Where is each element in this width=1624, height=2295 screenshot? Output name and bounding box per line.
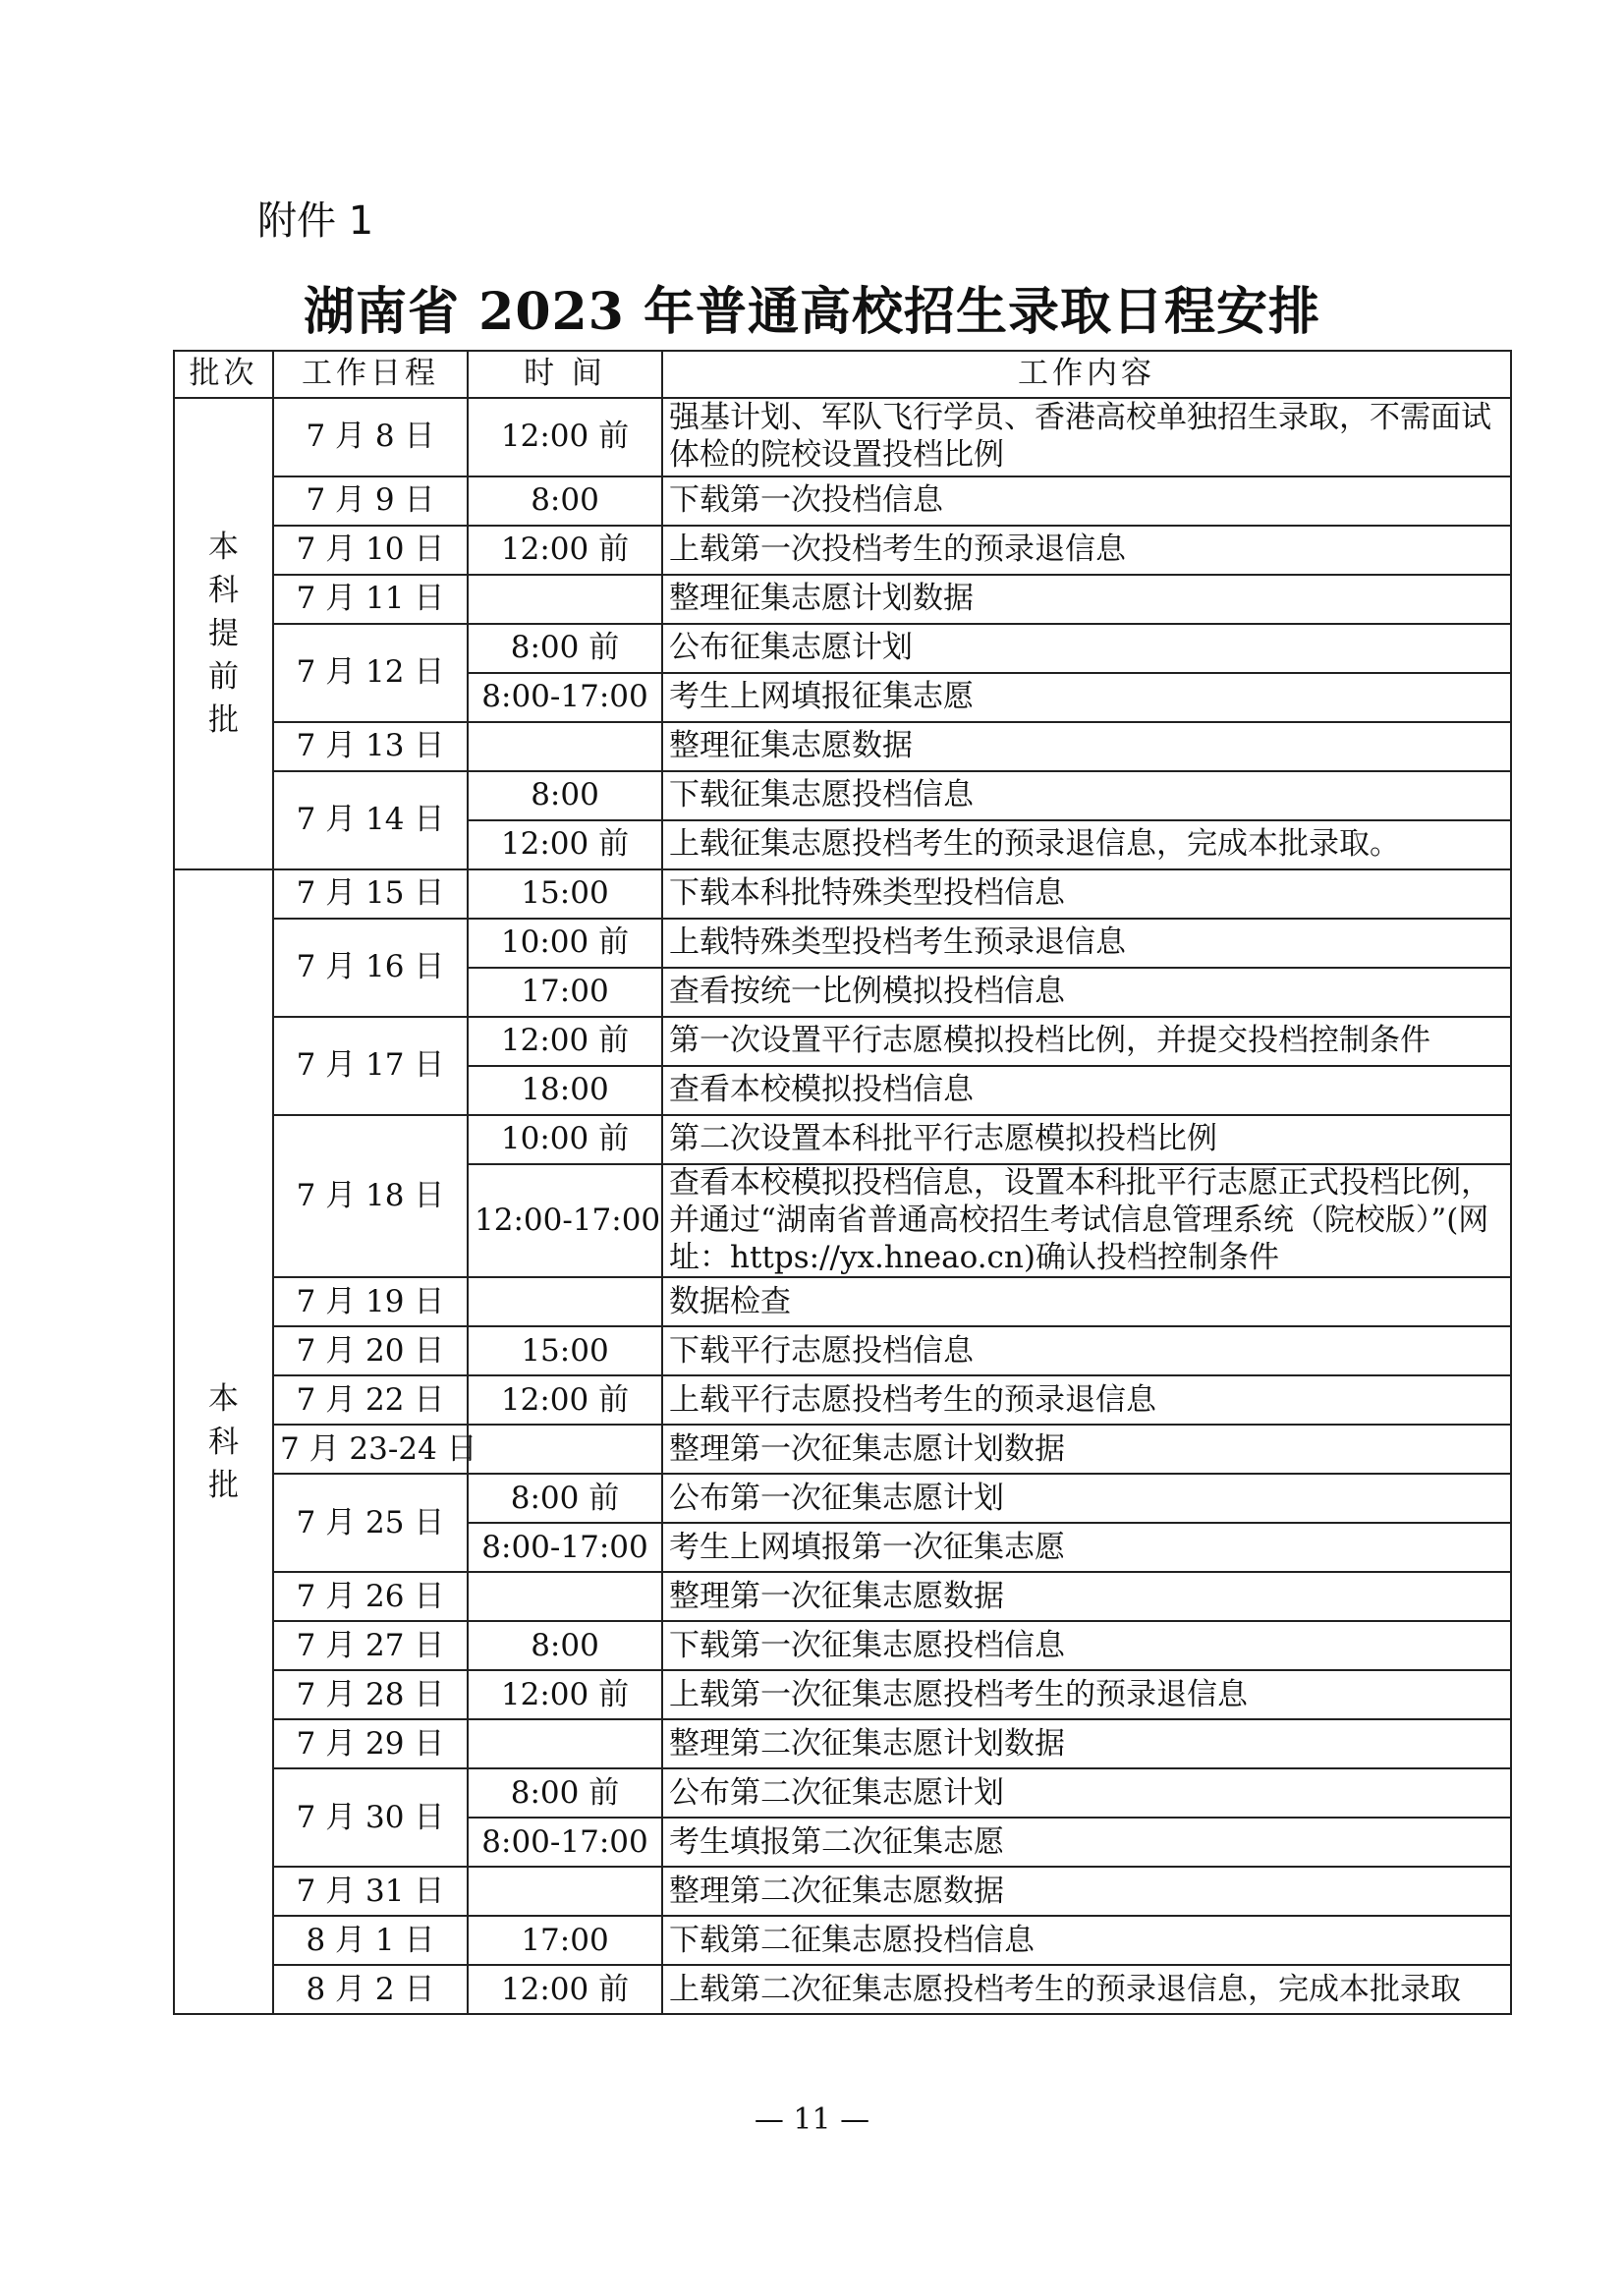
- time-cell: [468, 722, 662, 771]
- batch-label: 本科提前批: [208, 529, 239, 739]
- time-cell: 8:00 前: [468, 624, 662, 673]
- content-cell: 第一次设置平行志愿模拟投档比例，并提交投档控制条件: [662, 1017, 1511, 1066]
- table-row: [174, 1277, 1511, 1326]
- date-cell: 7 月 20 日: [273, 1326, 468, 1375]
- content-cell: 查看本校模拟投档信息: [662, 1066, 1511, 1115]
- time-cell: 12:00 前: [468, 1670, 662, 1719]
- time-cell: 8:00 前: [468, 1768, 662, 1818]
- date-cell: 7 月 25 日: [273, 1474, 468, 1572]
- table-row: [174, 1425, 1511, 1474]
- table-row: [174, 1768, 1511, 1818]
- date-cell: 7 月 18 日: [273, 1115, 468, 1277]
- time-cell: 12:00 前: [468, 1375, 662, 1425]
- table-row: [174, 476, 1511, 526]
- content-cell: 考生上网填报征集志愿: [662, 673, 1511, 722]
- date-cell: 7 月 8 日: [273, 398, 468, 476]
- date-cell: 7 月 30 日: [273, 1768, 468, 1867]
- content-cell: 上载第一次征集志愿投档考生的预录退信息: [662, 1670, 1511, 1719]
- content-cell: 上载特殊类型投档考生预录退信息: [662, 919, 1511, 968]
- table-row: [174, 624, 1511, 673]
- header-batch: 批次: [174, 351, 273, 398]
- date-cell: 7 月 16 日: [273, 919, 468, 1017]
- table-row: [174, 1965, 1511, 2014]
- time-cell: 8:00: [468, 1621, 662, 1670]
- content-cell: 考生填报第二次征集志愿: [662, 1818, 1511, 1867]
- time-cell: 8:00-17:00: [468, 673, 662, 722]
- time-cell: [468, 1867, 662, 1916]
- date-cell: 7 月 15 日: [273, 869, 468, 919]
- content-cell: 第二次设置本科批平行志愿模拟投档比例: [662, 1115, 1511, 1164]
- attachment-label: 附件 1: [257, 198, 374, 244]
- content-cell: 下载第一次征集志愿投档信息: [662, 1621, 1511, 1670]
- date-cell: 7 月 22 日: [273, 1375, 468, 1425]
- content-cell: 上载第二次征集志愿投档考生的预录退信息，完成本批录取: [662, 1965, 1511, 2014]
- table-header-row: [174, 351, 1511, 398]
- header-date: 工作日程: [273, 351, 468, 398]
- content-cell: 整理征集志愿计划数据: [662, 575, 1511, 624]
- content-cell: 上载平行志愿投档考生的预录退信息: [662, 1375, 1511, 1425]
- table-row: [174, 771, 1511, 820]
- time-cell: 15:00: [468, 1326, 662, 1375]
- schedule-body: [174, 398, 1511, 2014]
- date-cell: 7 月 26 日: [273, 1572, 468, 1621]
- table-row: [174, 1115, 1511, 1164]
- table-row: [174, 722, 1511, 771]
- date-cell: 7 月 31 日: [273, 1867, 468, 1916]
- table-row: [174, 1474, 1511, 1523]
- date-cell: 7 月 11 日: [273, 575, 468, 624]
- content-cell: 公布征集志愿计划: [662, 624, 1511, 673]
- time-cell: 8:00 前: [468, 1474, 662, 1523]
- schedule-table: [173, 350, 1512, 2015]
- time-cell: 12:00 前: [468, 820, 662, 869]
- time-cell: 8:00-17:00: [468, 1523, 662, 1572]
- content-cell: 下载第二征集志愿投档信息: [662, 1916, 1511, 1965]
- content-cell: 公布第二次征集志愿计划: [662, 1768, 1511, 1818]
- content-cell: 考生上网填报第一次征集志愿: [662, 1523, 1511, 1572]
- time-cell: 12:00-17:00: [468, 1164, 662, 1277]
- time-cell: 12:00 前: [468, 1965, 662, 2014]
- table-row: [174, 398, 1511, 476]
- time-cell: 15:00: [468, 869, 662, 919]
- time-cell: 12:00 前: [468, 526, 662, 575]
- batch-label: 本科批: [208, 1380, 239, 1503]
- table-row: [174, 1916, 1511, 1965]
- table-row: [174, 575, 1511, 624]
- date-cell: 7 月 13 日: [273, 722, 468, 771]
- time-cell: 17:00: [468, 1916, 662, 1965]
- content-cell: 上载征集志愿投档考生的预录退信息，完成本批录取。: [662, 820, 1511, 869]
- content-cell: 数据检查: [662, 1277, 1511, 1326]
- content-cell: 整理第一次征集志愿数据: [662, 1572, 1511, 1621]
- date-cell: 7 月 27 日: [273, 1621, 468, 1670]
- time-cell: 18:00: [468, 1066, 662, 1115]
- time-cell: 12:00 前: [468, 1017, 662, 1066]
- table-row: [174, 1621, 1511, 1670]
- content-cell: 查看本校模拟投档信息，设置本科批平行志愿正式投档比例，并通过“湖南省普通高校招生考试信息管理系统（院校版）”(网址：https://yx.hneao.cn)确认投档控制条件: [662, 1164, 1511, 1277]
- time-cell: [468, 1277, 662, 1326]
- time-cell: 8:00-17:00: [468, 1818, 662, 1867]
- table-row: [174, 919, 1511, 968]
- time-cell: 17:00: [468, 968, 662, 1017]
- date-cell: 7 月 12 日: [273, 624, 468, 722]
- date-cell: 7 月 10 日: [273, 526, 468, 575]
- date-cell: 7 月 28 日: [273, 1670, 468, 1719]
- header-content: 工作内容: [662, 351, 1511, 398]
- document-title: 湖南省 2023 年普通高校招生录取日程安排: [304, 282, 1320, 342]
- table-row: [174, 1719, 1511, 1768]
- content-cell: 上载第一次投档考生的预录退信息: [662, 526, 1511, 575]
- content-cell: 查看按统一比例模拟投档信息: [662, 968, 1511, 1017]
- date-cell: 7 月 9 日: [273, 476, 468, 526]
- content-cell: 下载平行志愿投档信息: [662, 1326, 1511, 1375]
- time-cell: [468, 575, 662, 624]
- table-row: [174, 1670, 1511, 1719]
- time-cell: 12:00 前: [468, 398, 662, 476]
- time-cell: [468, 1425, 662, 1474]
- table-row: [174, 1375, 1511, 1425]
- date-cell: 7 月 23-24 日: [273, 1425, 468, 1474]
- date-cell: 7 月 29 日: [273, 1719, 468, 1768]
- time-cell: [468, 1719, 662, 1768]
- time-cell: 10:00 前: [468, 1115, 662, 1164]
- content-cell: 下载本科批特殊类型投档信息: [662, 869, 1511, 919]
- time-cell: 8:00: [468, 771, 662, 820]
- content-cell: 公布第一次征集志愿计划: [662, 1474, 1511, 1523]
- date-cell: 7 月 17 日: [273, 1017, 468, 1115]
- header-time: 时 间: [468, 351, 662, 398]
- content-cell: 整理征集志愿数据: [662, 722, 1511, 771]
- time-cell: 10:00 前: [468, 919, 662, 968]
- table-row: [174, 1326, 1511, 1375]
- content-cell: 下载第一次投档信息: [662, 476, 1511, 526]
- content-cell: 整理第二次征集志愿数据: [662, 1867, 1511, 1916]
- table-row: [174, 526, 1511, 575]
- batch-cell: [174, 869, 273, 2014]
- content-cell: 整理第二次征集志愿计划数据: [662, 1719, 1511, 1768]
- page-number: — 11 —: [754, 2102, 870, 2137]
- table-row: [174, 869, 1511, 919]
- content-cell: 强基计划、军队飞行学员、香港高校单独招生录取，不需面试体检的院校设置投档比例: [662, 398, 1511, 476]
- content-cell: 下载征集志愿投档信息: [662, 771, 1511, 820]
- time-cell: 8:00: [468, 476, 662, 526]
- table-row: [174, 1017, 1511, 1066]
- table-row: [174, 1867, 1511, 1916]
- date-cell: 8 月 1 日: [273, 1916, 468, 1965]
- date-cell: 8 月 2 日: [273, 1965, 468, 2014]
- content-cell: 整理第一次征集志愿计划数据: [662, 1425, 1511, 1474]
- table-row: [174, 1572, 1511, 1621]
- batch-cell: [174, 398, 273, 869]
- date-cell: 7 月 19 日: [273, 1277, 468, 1326]
- date-cell: 7 月 14 日: [273, 771, 468, 869]
- time-cell: [468, 1572, 662, 1621]
